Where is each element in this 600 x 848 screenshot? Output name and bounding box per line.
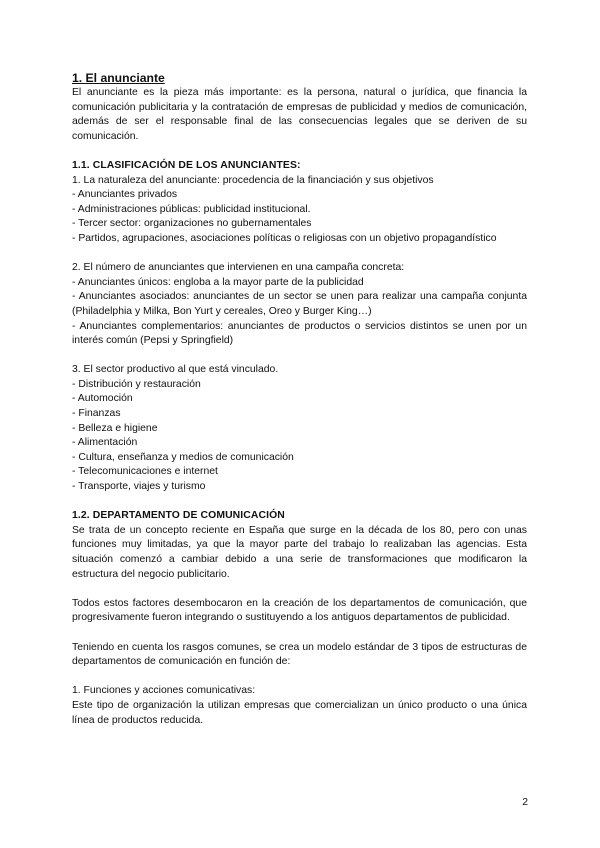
group-2-list <box>72 276 527 349</box>
spacer <box>72 495 527 510</box>
list-item: - Tercer sector: organizaciones no gubernamentales <box>72 218 312 230</box>
section-1-paragraph: El anunciante es la pieza más importante: es la persona, natural o jurídica, que financia la comunicación publicitaria y la contratación de empresas de publicidad y medios de comunicación, además de ser el responsable final de las consecuencias legales que se deriven de su comunicación. <box>72 87 527 142</box>
list-item: - Telecomunicaciones e internet <box>72 466 218 478</box>
list-item: - Finanzas <box>72 408 121 420</box>
list-item: - Belleza e higiene <box>72 422 158 434</box>
group-1-heading: 1. La naturaleza del anunciante: procedencia de la financiación y sus objetivos <box>72 174 434 186</box>
group-1-list <box>72 188 527 246</box>
point-1-text: Este tipo de organización la utilizan empresas que comercializan un único producto o una única línea de productos reducida. <box>72 699 527 726</box>
group-2-heading: 2. El número de anunciantes que intervienen en una campaña concreta: <box>72 262 405 274</box>
list-item: - Anunciantes únicos: engloba a la mayor parte de la publicidad <box>72 276 364 288</box>
group-3-list <box>72 378 527 495</box>
list-item: - Anunciantes privados <box>72 189 178 201</box>
section-1-2-paragraph-1: Se trata de un concepto reciente en España que surge en la década de los 80, pero con unas funciones muy limitadas, ya que la mayor parte del trabajo lo realizaban las agencias. Esta situación comenzó a cambiar debido a una serie de transformaciones que modificaron la estructura del negocio publicitario. <box>72 524 527 580</box>
spacer <box>72 626 527 641</box>
spacer <box>72 670 527 685</box>
list-item: - Distribución y restauración <box>72 378 201 390</box>
spacer <box>72 144 527 159</box>
list-item: - Administraciones públicas: publicidad institucional. <box>72 203 311 215</box>
page-content <box>72 70 527 728</box>
list-item: - Anunciantes asociados: anunciantes de un sector se unen para realizar una campaña conjunta (Philadelphia y Milka, Bon Yurt y cereales, Oreo y Burger King…) <box>72 291 527 317</box>
spacer <box>72 349 527 364</box>
list-item: - Transporte, viajes y turismo <box>72 481 206 493</box>
list-item: - Anunciantes complementarios: anunciantes de productos o servicios distintos se unen por un interés común (Pepsi y Springfield) <box>72 320 527 347</box>
section-1-2-paragraph-2: Todos estos factores desembocaron en la creación de los departamentos de comunicación, que progresivamente fueron integrando o sustituyendo a los antiguos departamentos de publicidad. <box>72 597 527 624</box>
list-item: - Alimentación <box>72 437 138 449</box>
list-item: - Cultura, enseñanza y medios de comunicación <box>72 451 294 463</box>
spacer <box>72 247 527 262</box>
section-1-1-title: 1.1. CLASIFICACIÓN DE LOS ANUNCIANTES: <box>72 159 301 171</box>
section-1-title: 1. El anunciante <box>72 71 165 85</box>
section-1-2-title: 1.2. DEPARTAMENTO DE COMUNICACIÓN <box>72 510 285 522</box>
point-1-heading: 1. Funciones y acciones comunicativas: <box>72 685 256 697</box>
spacer <box>72 582 527 597</box>
section-1-2-paragraph-3: Teniendo en cuenta los rasgos comunes, se crea un modelo estándar de 3 tipos de estructuras de departamentos de comunicación en función de: <box>72 641 527 668</box>
page-number: 2 <box>522 797 528 808</box>
list-item: - Partidos, agrupaciones, asociaciones políticas o religiosas con un objetivo propagandístico <box>72 232 497 244</box>
group-3-heading: 3. El sector productivo al que está vinculado. <box>72 364 279 376</box>
list-item: - Automoción <box>72 393 133 405</box>
